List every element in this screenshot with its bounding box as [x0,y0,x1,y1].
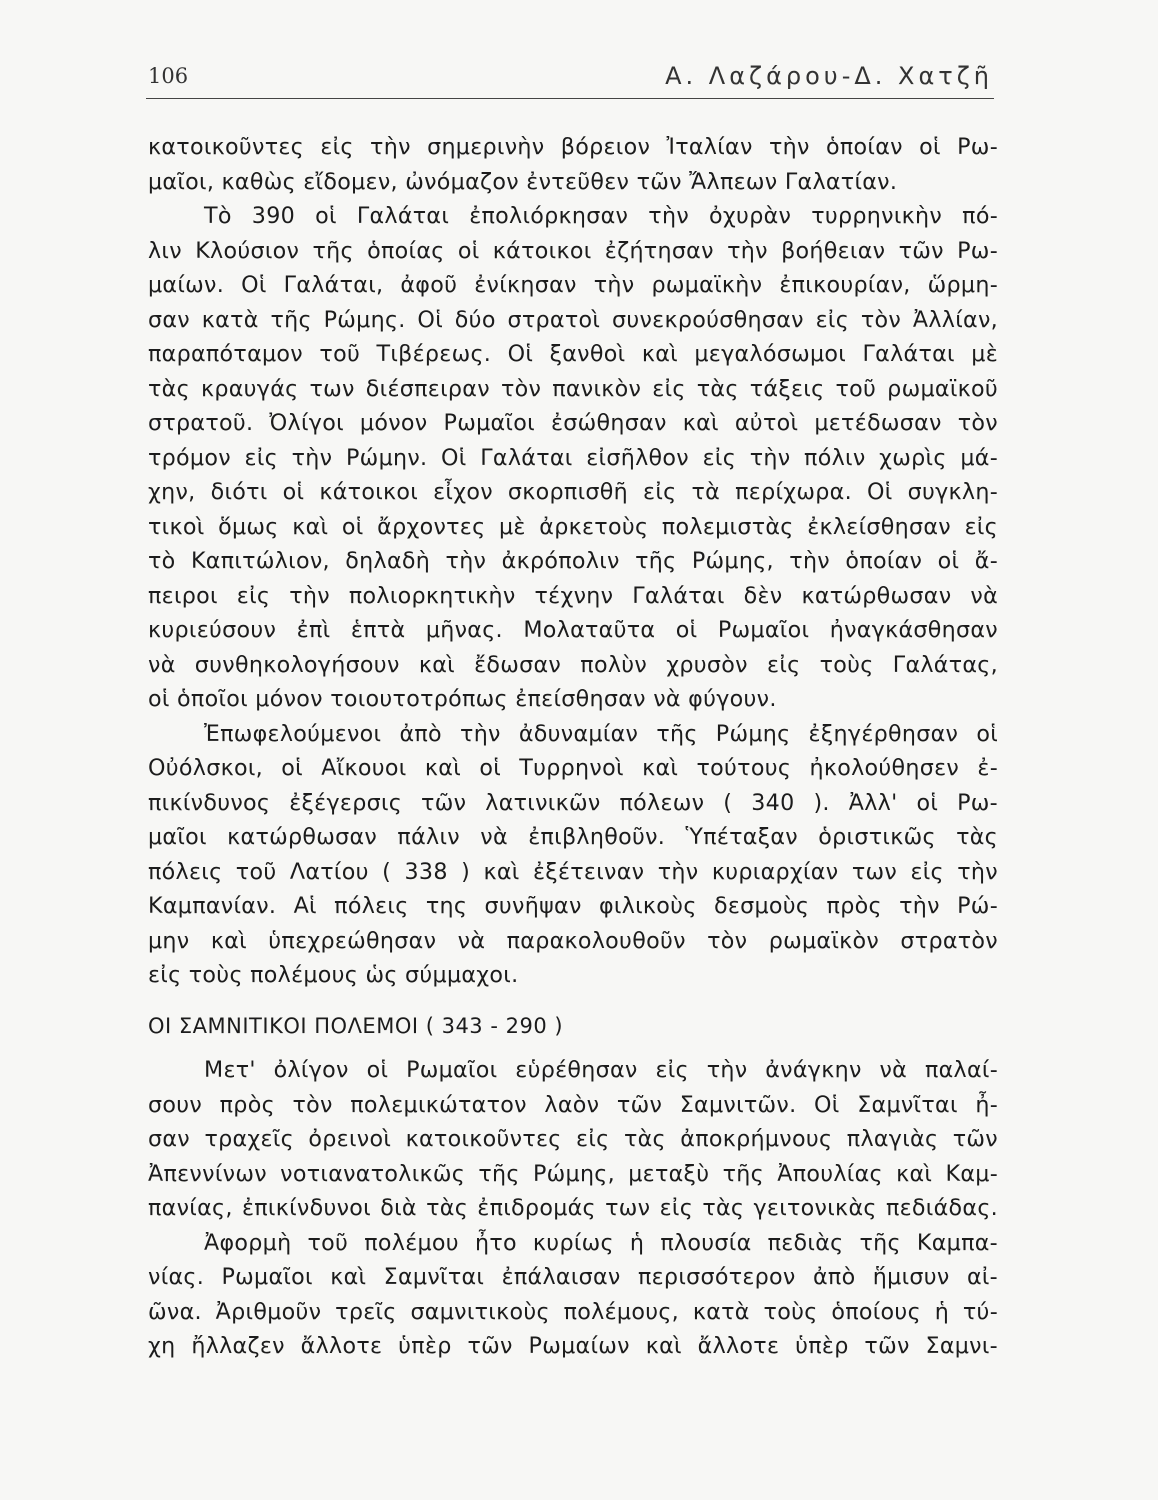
page-header [148,62,993,98]
text-line: μαῖοι, καθὼς εἴδομεν, ὠνόμαζον ἐντεῦθεν τῶν Ἄλπεων Γαλατίαν. [148,168,898,195]
section-heading: ΟΙ ΣΑΜΝΙΤΙΚΟΙ ΠΟΛΕΜΟΙ ( 343 - 290 ) [148,1013,564,1038]
text-line: εἰς τοὺς πολέμους ὡς σύμμαχοι. [148,962,519,988]
text-line: χην, διότι οἱ κάτοικοι εἶχον σκορπισθῆ εἰς τὰ περίχωρα. Οἱ συγκλη- [148,479,998,505]
text-line: ῶνα. Ἀριθμοῦν τρεῖς σαμνιτικοὺς πολέμους, κατὰ τοὺς ὁποίους ἡ τύ- [148,1298,998,1325]
text-line: στρατοῦ. Ὀλίγοι μόνον Ρωμαῖοι ἐσώθησαν καὶ αὐτοὶ μετέδωσαν τὸν [148,410,998,436]
text-line: Μετ' ὀλίγον οἱ Ρωμαῖοι εὑρέθησαν εἰς τὴν ἀνάγκην νὰ παλαί- [204,1057,998,1083]
text-line: παραπόταμον τοῦ Τιβέρεως. Οἱ ξανθοὶ καὶ μεγαλόσωμοι Γαλάται μὲ [148,341,998,367]
text-line: Τὸ 390 οἱ Γαλάται ἐπολιόρκησαν τὴν ὀχυρὰν τυρρηνικὴν πό- [204,203,998,229]
text-line: σουν πρὸς τὸν πολεμικώτατον λαὸν τῶν Σαμνιτῶν. Οἱ Σαμνῖται ἦ- [148,1091,998,1118]
text-line: οἱ ὁποῖοι μόνον τοιουτοτρόπως ἐπείσθησαν νὰ φύγουν. [148,686,777,712]
text-line: Καμπανίαν. Αἱ πόλεις της συνῆψαν φιλικοὺς δεσμοὺς πρὸς τὴν Ρώ- [148,893,998,919]
text-line: μαίων. Οἱ Γαλάται, ἀφοῦ ἐνίκησαν τὴν ρωμαϊκὴν ἐπικουρίαν, ὥρμη- [148,272,998,298]
text-line: Οὐόλσκοι, οἱ Αἴκουοι καὶ οἱ Τυρρηνοὶ καὶ τούτους ἠκολούθησεν ἐ- [148,755,998,781]
text-line: τρόμον εἰς τὴν Ρώμην. Οἱ Γαλάται εἰσῆλθον εἰς τὴν πόλιν χωρὶς μά- [148,444,998,471]
text-line: σαν τραχεῖς ὀρεινοὶ κατοικοῦντες εἰς τὰς ἀποκρήμνους πλαγιὰς τῶν [148,1126,998,1152]
header-rule [146,98,994,99]
text-line: τὰς κραυγάς των διέσπειραν τὸν πανικὸν εἰς τὰς τάξεις τοῦ ρωμαϊκοῦ [148,375,998,402]
body-text [148,130,998,1364]
text-line: μην καὶ ὑπεχρεώθησαν νὰ παρακολουθοῦν τὸν ρωμαϊκὸν στρατὸν [148,927,998,954]
text-line: Ἀφορμὴ τοῦ πολέμου ἦτο κυρίως ἡ πλουσία πεδιὰς τῆς Καμπα- [204,1229,998,1256]
text-line: νὰ συνθηκολογήσουν καὶ ἔδωσαν πολὺν χρυσὸν εἰς τοὺς Γαλάτας, [148,651,998,678]
text-line: νίας. Ρωμαῖοι καὶ Σαμνῖται ἐπάλαισαν περισσότερον ἀπὸ ἥμισυν αἰ- [148,1264,998,1290]
text-line: χη ἤλλαζεν ἄλλοτε ὑπὲρ τῶν Ρωμαίων καὶ ἄλλοτε ὑπὲρ τῶν Σαμνι- [148,1333,998,1359]
text-line: τὸ Καπιτώλιον, δηλαδὴ τὴν ἀκρόπολιν τῆς Ρώμης, τὴν ὁποίαν οἱ ἄ- [148,548,998,574]
text-line: Ἀπεννίνων νοτιανατολικῶς τῆς Ρώμης, μεταξὺ τῆς Ἀπουλίας καὶ Καμ- [148,1160,998,1187]
text-line: πικίνδυνος ἐξέγερσις τῶν λατινικῶν πόλεων ( 340 ). Ἀλλ' οἱ Ρω- [148,789,998,816]
text-line: πανίας, ἐπικίνδυνοι διὰ τὰς ἐπιδρομάς των εἰς τὰς γειτονικὰς πεδιάδας. [148,1195,998,1221]
text-line: τικοὶ ὅμως καὶ οἱ ἄρχοντες μὲ ἀρκετοὺς πολεμιστὰς ἐκλείσθησαν εἰς [148,513,998,540]
text-line: πειροι εἰς τὴν πολιορκητικὴν τέχνην Γαλάται δὲν κατώρθωσαν νὰ [148,582,998,609]
text-line: λιν Κλούσιον τῆς ὁποίας οἱ κάτοικοι ἐζήτησαν τὴν βοήθειαν τῶν Ρω- [148,237,998,264]
text-line: σαν κατὰ τῆς Ρώμης. Οἱ δύο στρατοὶ συνεκρούσθησαν εἰς τὸν Ἀλλίαν, [148,306,998,333]
text-line: Ἐπωφελούμενοι ἀπὸ τὴν ἀδυναμίαν τῆς Ρώμης ἐξηγέρθησαν οἱ [204,720,998,747]
running-head: Α. Λαζάρου-Δ. Χατζῆ [665,62,993,90]
text-line: κατοικοῦντες εἰς τὴν σημερινὴν βόρειον Ἰταλίαν τὴν ὁποίαν οἱ Ρω- [148,134,998,160]
text-line: μαῖοι κατώρθωσαν πάλιν νὰ ἐπιβληθοῦν. Ὑπέταξαν ὁριστικῶς τὰς [148,824,998,850]
text-line: πόλεις τοῦ Λατίου ( 338 ) καὶ ἐξέτειναν τὴν κυριαρχίαν των εἰς τὴν [148,858,998,885]
text-line: κυριεύσουν ἐπὶ ἑπτὰ μῆνας. Μολαταῦτα οἱ Ρωμαῖοι ἠναγκάσθησαν [148,617,998,643]
page-number: 106 [148,64,189,88]
